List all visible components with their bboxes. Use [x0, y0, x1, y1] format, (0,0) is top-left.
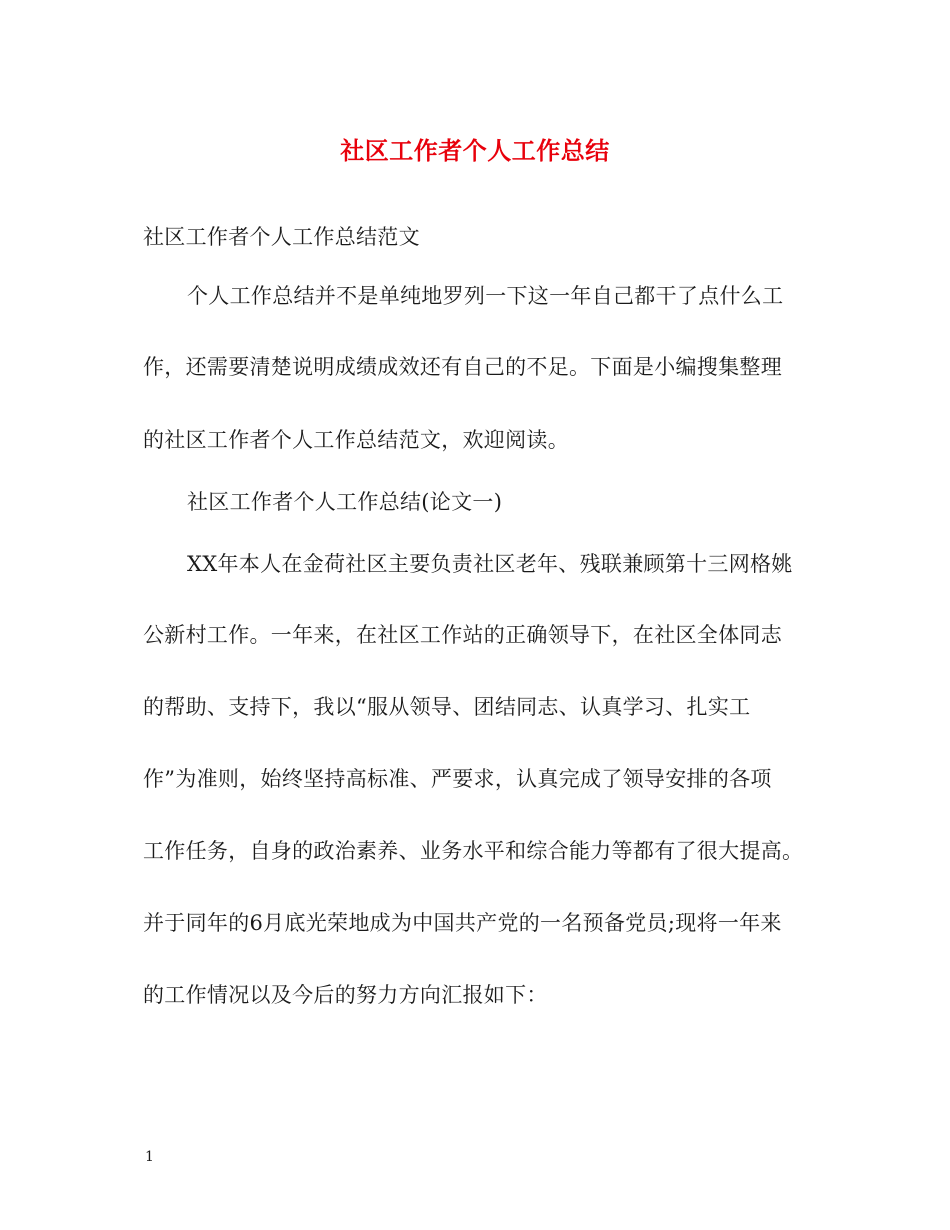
document-subtitle: 社区工作者个人工作总结范文 [143, 225, 420, 249]
paragraph-1-line-1: 个人工作总结并不是单纯地罗列一下这一年自己都干了点什么工 [187, 284, 784, 308]
paragraph-2-line-5: 工作任务，自身的政治素养、业务水平和综合能力等都有了很大提高。 [143, 839, 804, 863]
paragraph-2-line-6: 并于同年的6月底光荣地成为中国共产党的一名预备党员;现将一年来 [143, 911, 782, 935]
paragraph-2-line-4: 作”为准则，始终坚持高标准、严要求，认真完成了领导安排的各项 [143, 767, 772, 791]
paragraph-2-line-2: 公新村工作。一年来，在社区工作站的正确领导下，在社区全体同志 [143, 623, 782, 647]
paragraph-2-line-1: XX年本人在金荷社区主要负责社区老年、残联兼顾第十三网格姚 [187, 552, 793, 576]
paragraph-2-line-7: 的工作情况以及今后的努力方向汇报如下： [143, 983, 548, 1007]
page-number: 1 [145, 1149, 154, 1165]
paragraph-1-line-2: 作，还需要清楚说明成绩成效还有自己的不足。下面是小编搜集整理 [143, 355, 782, 379]
paragraph-2-line-3: 的帮助、支持下，我以“服从领导、团结同志、认真学习、扎实工 [143, 695, 751, 719]
section-heading: 社区工作者个人工作总结(论文一) [187, 490, 503, 514]
document-title: 社区工作者个人工作总结 [340, 136, 610, 165]
paragraph-1-line-3: 的社区工作者个人工作总结范文，欢迎阅读。 [143, 428, 569, 452]
